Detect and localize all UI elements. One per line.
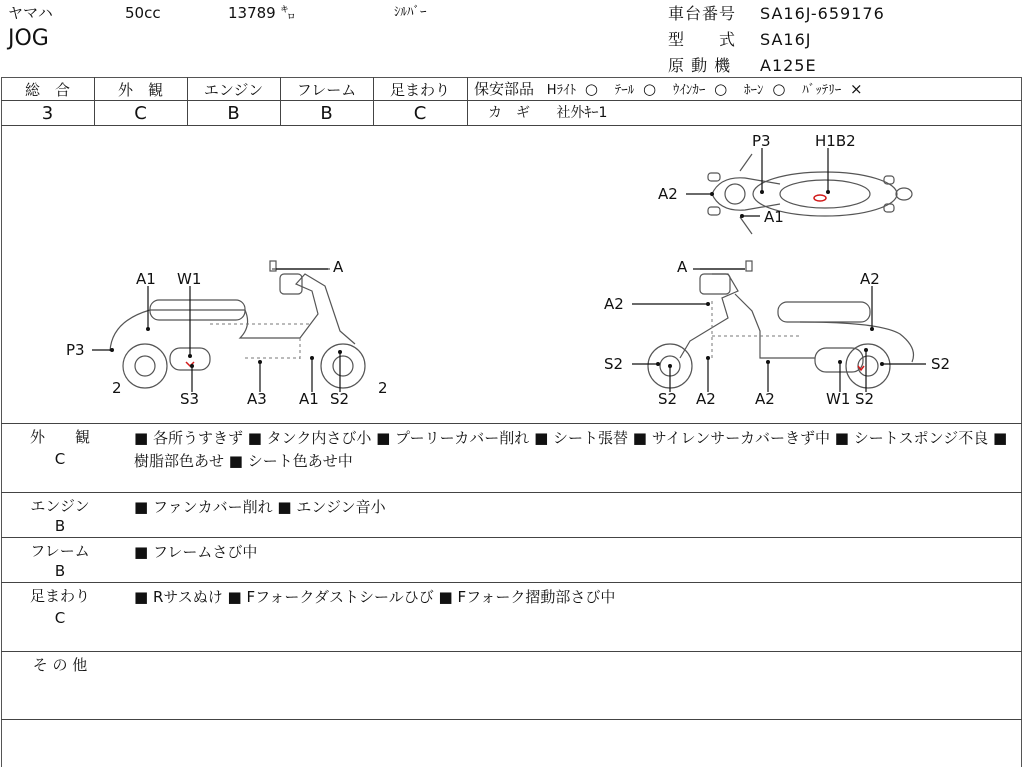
label-top-h1b2: H1B2 <box>815 132 856 150</box>
grade-value-overall: 3 <box>41 102 54 124</box>
label-top-a2: A2 <box>658 185 678 203</box>
section-line-5 <box>1 719 1022 720</box>
label-right-s2: S2 <box>604 355 624 373</box>
model-name: JOG <box>8 26 49 51</box>
type-value: SA16J <box>760 30 812 49</box>
frame-no-label: 車台番号 <box>668 4 737 23</box>
label-right-a2: A2 <box>604 295 624 313</box>
key-row <box>488 106 607 120</box>
safety-mark-tail: ○ <box>643 80 657 98</box>
section-line-4 <box>1 651 1022 652</box>
safety-mark-winker: ○ <box>714 80 728 98</box>
safety-item-battery: ﾊﾞｯﾃﾘｰ <box>802 83 842 98</box>
damage-mark-top <box>814 195 826 201</box>
grade-label-engine: エンジン <box>203 80 264 99</box>
safety-mark-headlight: ○ <box>584 80 598 98</box>
grade-value-frame: B <box>320 102 333 124</box>
damage-diagram <box>0 126 1024 423</box>
color: ｼﾙﾊﾞｰ <box>394 5 427 20</box>
type-label: 型 式 <box>668 30 737 49</box>
section-label-frame: フレーム <box>30 542 90 560</box>
section-label-suspension: 足まわり <box>29 587 90 605</box>
maker: ヤマハ <box>8 4 53 22</box>
safety-item-winker: ｳｲﾝｶｰ <box>672 83 706 98</box>
label-left-p3: P3 <box>66 341 85 359</box>
label-right-s2d: S2 <box>855 390 875 408</box>
section-text-exterior: ■ 各所うすきず ■ タンク内さび小 ■ プーリーカバー削れ ■ シート張替 ■ サイレンサーカバーきず中 ■ シートスポンジ不良 ■ 樹脂部色あせ ■ シート色あせ中 <box>134 429 1008 470</box>
grade-sep-5 <box>467 77 468 125</box>
engine-label: 原 動 機 <box>668 56 732 75</box>
section-line-3 <box>1 582 1022 583</box>
section-grade-exterior: C <box>54 450 66 468</box>
section-line-2 <box>1 537 1022 538</box>
section-grade-engine: B <box>54 517 66 535</box>
label-left-2b: 2 <box>378 379 388 397</box>
section-line-1 <box>1 492 1022 493</box>
key-value: 社外ｷｰ1 <box>556 105 608 121</box>
safety-label: 保安部品 <box>474 80 535 98</box>
frame-no-row <box>668 6 885 22</box>
section-label-exterior: 外 観 <box>29 428 90 446</box>
safety-item-horn: ﾎｰﾝ <box>744 83 764 98</box>
section-grade-frame: B <box>54 562 66 580</box>
label-left-w1: W1 <box>177 270 202 288</box>
section-text-frame: ■ フレームさび中 <box>134 543 258 561</box>
label-left-s3: S3 <box>180 390 200 408</box>
diagram-bottom-line <box>1 423 1022 424</box>
grade-label-exterior: 外 観 <box>117 80 163 99</box>
label-top-p3: P3 <box>752 132 771 150</box>
grade-value-suspension: C <box>413 102 427 124</box>
label-left-a1: A1 <box>136 270 156 288</box>
grade-value-engine: B <box>227 102 240 124</box>
safety-item-headlight: Hﾗｲﾄ <box>546 83 577 98</box>
safety-item-tail: ﾃｰﾙ <box>614 83 635 98</box>
label-right-a: A <box>677 258 688 276</box>
label-right-a2c: A2 <box>696 390 716 408</box>
label-left-a3: A3 <box>247 390 267 408</box>
safety-mark-battery: × <box>849 80 863 98</box>
key-divider <box>468 100 1022 101</box>
label-left-a1b: A1 <box>299 390 319 408</box>
grade-value-exterior: C <box>134 102 147 124</box>
label-right-s2b: S2 <box>931 355 951 373</box>
grade-label-frame: フレーム <box>296 80 357 99</box>
engine-value: A125E <box>760 56 817 75</box>
key-label: カ ギ <box>488 105 530 121</box>
section-text-engine: ■ ファンカバー削れ ■ エンジン音小 <box>134 498 386 516</box>
section-text-suspension: ■ Rサスぬけ ■ Fフォークダストシールひび ■ Fフォーク摺動部さび中 <box>134 588 616 606</box>
label-right-s2c: S2 <box>658 390 678 408</box>
frame-no: SA16J-659176 <box>760 4 885 23</box>
section-grade-suspension: C <box>54 609 66 627</box>
grade-label-overall: 総 合 <box>24 80 70 99</box>
section-label-engine: エンジン <box>30 497 90 515</box>
label-right-a2b: A2 <box>860 270 880 288</box>
section-label-other: そ の 他 <box>32 656 88 674</box>
label-top-a1: A1 <box>764 208 784 226</box>
engine-row <box>668 58 817 74</box>
safety-row <box>474 82 863 97</box>
safety-mark-horn: ○ <box>772 80 786 98</box>
label-left-s2: S2 <box>330 390 350 408</box>
mileage: 13789 ㌔ <box>228 4 296 22</box>
type-row <box>668 32 811 48</box>
label-left-2a: 2 <box>112 379 122 397</box>
label-left-a: A <box>333 258 344 276</box>
label-right-w1: W1 <box>826 390 851 408</box>
scooter-top-view <box>708 154 912 234</box>
label-right-a2d: A2 <box>755 390 775 408</box>
grade-label-suspension: 足まわり <box>389 80 450 99</box>
displacement: 50cc <box>125 4 161 22</box>
